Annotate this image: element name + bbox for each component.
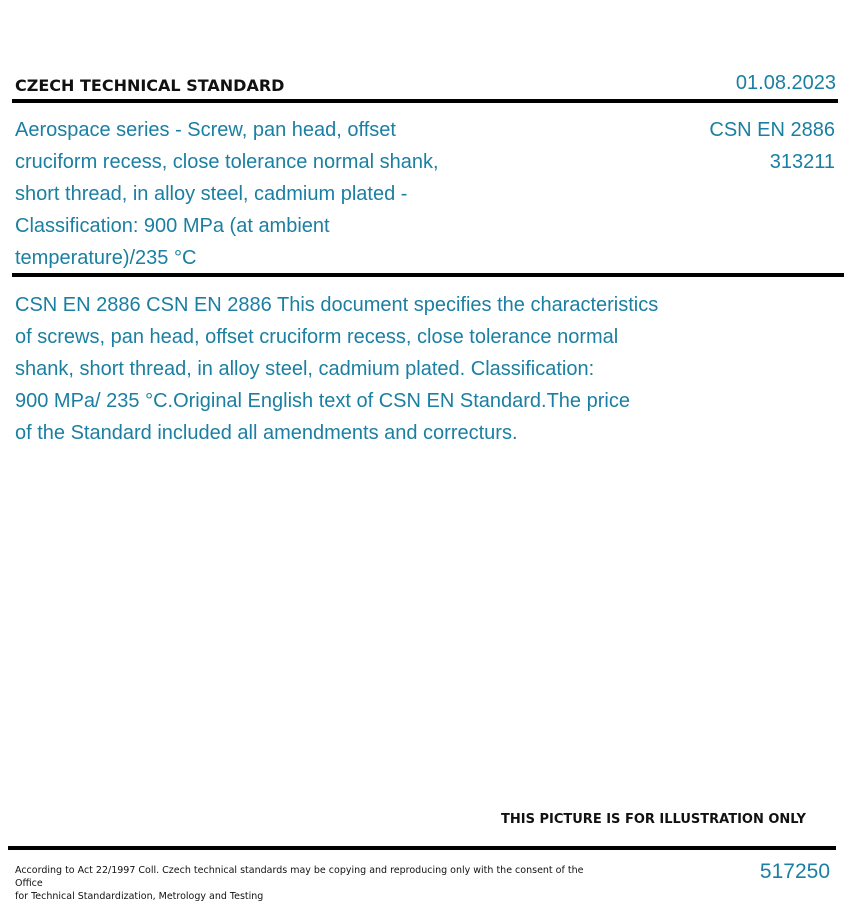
footer-code: 517250: [759, 860, 830, 883]
legal-notice: [15, 864, 585, 903]
illustration-note: THIS PICTURE IS FOR ILLUSTRATION ONLY: [501, 812, 806, 827]
catalog-id: 313211: [769, 151, 835, 173]
legal-notice-line-2: for Technical Standardization, Metrology and Testing: [15, 891, 264, 902]
standard-description: CSN EN 2886 CSN EN 2886 This document specifies the characteristics of screws, pan head, offset cruciform recess, close tolerance normal shank, short thread, in alloy steel, cadmium plated. Classification: 900 MPa/ 235 °C.Original English text of CSN EN Standard.The price of the Standard included all amendments and correcturs.: [15, 294, 659, 444]
title-divider: [12, 273, 844, 277]
standard-number: CSN EN 2886: [709, 119, 835, 141]
legal-notice-line-1: According to Act 22/1997 Coll. Czech technical standards may be copying and reproducing only with the consent of the Office: [15, 865, 584, 889]
footer-divider: [8, 846, 836, 850]
document-heading: CZECH TECHNICAL STANDARD: [15, 76, 285, 95]
standard-identifier-block: [709, 114, 835, 178]
publication-date: 01.08.2023: [735, 72, 836, 94]
standard-title: Aerospace series - Screw, pan head, offset cruciform recess, close tolerance normal shank, short thread, in alloy steel, cadmium plated - Classification: 900 MPa (at ambient temperature)/235 °C: [15, 119, 439, 269]
header-divider: [12, 99, 838, 103]
